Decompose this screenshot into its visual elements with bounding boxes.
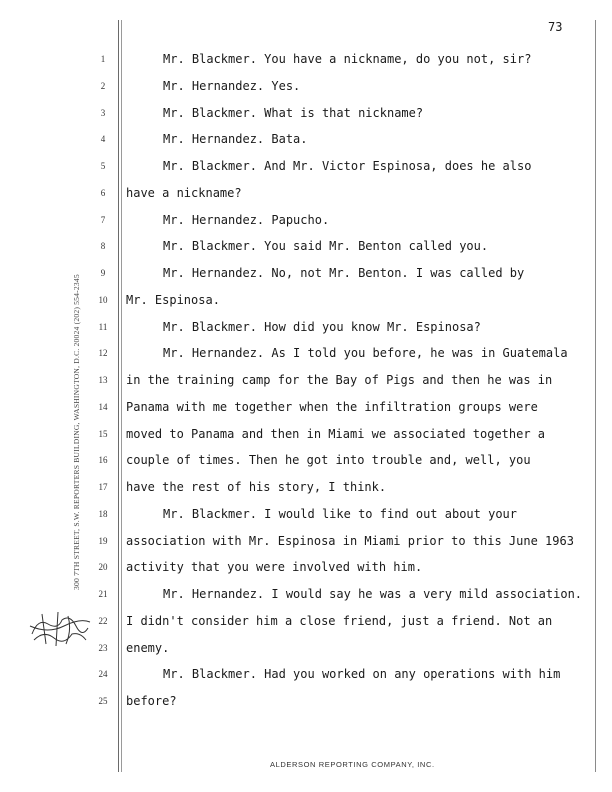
transcript-line: in the training camp for the Bay of Pigs and then he was in	[126, 373, 553, 387]
transcript-line: Mr. Hernandez. Papucho.	[163, 212, 330, 227]
transcript-line: Mr. Hernandez. As I told you before, he was in Guatemala	[163, 346, 568, 361]
transcript-line: I didn't consider him a close friend, just a friend. Not an	[126, 613, 553, 628]
line-number: 17	[98, 482, 108, 492]
line-number: 3	[100, 107, 106, 118]
line-number: 14	[98, 401, 108, 412]
transcript-line: Mr. Hernandez. I would say he was a very mild association.	[163, 587, 583, 601]
transcript-line: have a nickname?	[126, 185, 242, 200]
line-number: 9	[100, 268, 106, 278]
margin-rule	[118, 20, 119, 772]
right-margin-rule	[595, 20, 596, 772]
line-number: 22	[98, 615, 108, 626]
reporter-address: 300 7TH STREET, S.W. REPORTERS BUILDING, WASHINGTON, D.C. 20024 (202) 554-2345	[72, 274, 81, 590]
line-number: 2	[100, 80, 106, 91]
transcript-line: association with Mr. Espinosa in Miami prior to this June 1963	[126, 533, 574, 548]
line-number: 19	[98, 535, 108, 546]
line-number: 12	[98, 348, 108, 359]
transcript-line: Mr. Blackmer. How did you know Mr. Espinosa?	[163, 319, 481, 334]
page-number: 73	[548, 20, 563, 34]
line-number: 16	[98, 455, 108, 466]
line-number: 11	[98, 321, 108, 332]
transcript-line: Mr. Blackmer. You said Mr. Benton called you.	[163, 239, 489, 254]
transcript-line: Mr. Espinosa.	[126, 292, 220, 307]
line-number: 15	[98, 428, 108, 439]
transcript-line: moved to Panama and then in Miami we associated together a	[126, 426, 546, 441]
margin-rule	[121, 20, 122, 772]
line-number: 5	[100, 161, 106, 171]
transcript-line: Mr. Hernandez. Bata.	[163, 132, 308, 147]
transcript-line: Mr. Hernandez. Yes.	[163, 78, 301, 93]
line-number: 23	[98, 642, 108, 653]
transcript-line: activity that you were involved with him.	[126, 560, 423, 575]
line-number: 8	[100, 241, 106, 252]
line-number: 7	[100, 214, 106, 225]
transcript-line: before?	[126, 694, 177, 708]
transcript-line: Mr. Blackmer. You have a nickname, do you not, sir?	[163, 52, 532, 66]
handwritten-mark	[28, 604, 92, 654]
line-number: 24	[98, 669, 108, 680]
transcript-line: Mr. Blackmer. And Mr. Victor Espinosa, does he also	[163, 159, 532, 173]
line-number: 10	[98, 294, 108, 305]
line-number: 18	[98, 508, 108, 519]
transcript-line: Mr. Hernandez. No, not Mr. Benton. I was called by	[163, 266, 525, 280]
transcript-line: Mr. Blackmer. Had you worked on any operations with him	[163, 667, 561, 682]
transcript-line: Mr. Blackmer. I would like to find out about your	[163, 506, 518, 521]
transcript-line: enemy.	[126, 640, 170, 655]
reporting-company-footer: ALDERSON REPORTING COMPANY, INC.	[270, 760, 435, 769]
line-number: 4	[100, 134, 106, 145]
transcript-line: Mr. Blackmer. What is that nickname?	[163, 105, 424, 120]
line-number: 1	[100, 54, 106, 64]
line-number: 21	[98, 589, 108, 599]
line-number: 6	[100, 187, 106, 198]
transcript-line: Panama with me together when the infiltration groups were	[126, 399, 538, 414]
transcript-line: have the rest of his story, I think.	[126, 480, 387, 494]
line-number: 25	[98, 696, 108, 706]
line-number: 13	[98, 375, 108, 385]
line-number: 20	[98, 562, 108, 573]
transcript-line: couple of times. Then he got into trouble and, well, you	[126, 453, 531, 468]
